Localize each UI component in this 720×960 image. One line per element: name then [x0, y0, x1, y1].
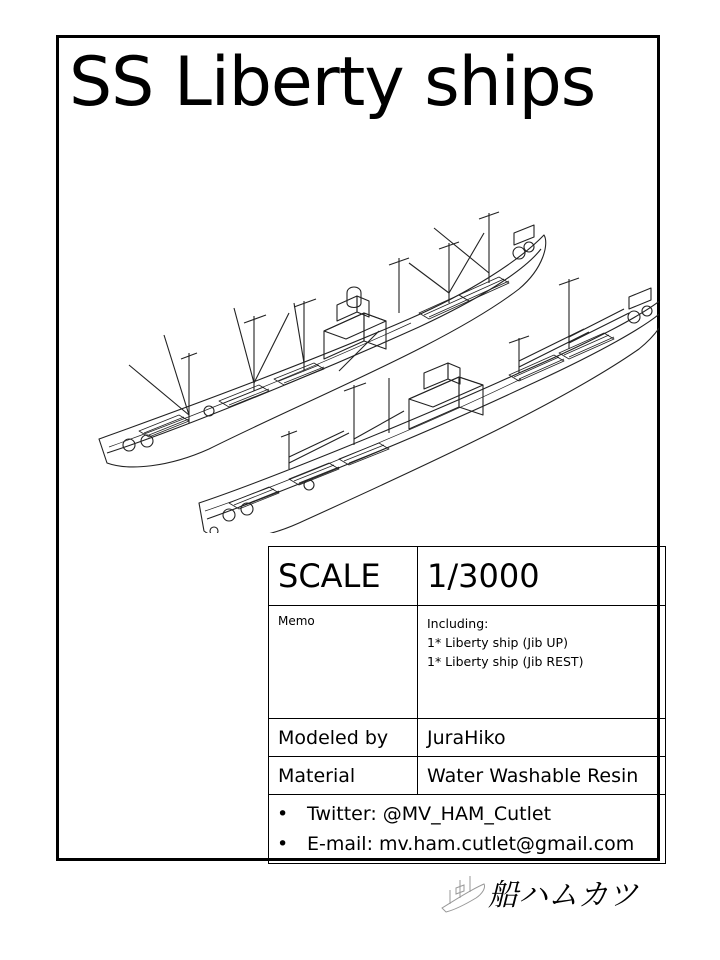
memo-line: Including:: [427, 616, 489, 631]
contact-cell: [269, 795, 666, 864]
modeled-row: [269, 719, 666, 757]
twitter-handle[interactable]: Twitter: @MV_HAM_Cutlet: [307, 803, 552, 825]
ship-jib-rest: [199, 278, 659, 533]
scale-value: 1/3000: [418, 547, 666, 606]
brand-logo: [440, 868, 670, 918]
bullet-icon: •: [277, 833, 289, 855]
modeled-value: JuraHiko: [418, 719, 666, 757]
scale-row: [269, 547, 666, 606]
modeled-label: Modeled by: [269, 719, 418, 757]
memo-value: [418, 606, 666, 719]
memo-line: 1* Liberty ship (Jib REST): [427, 654, 584, 669]
page-title: SS Liberty ships: [69, 43, 596, 122]
contact-row: [269, 795, 666, 864]
email-contact: [277, 829, 656, 859]
material-row: [269, 757, 666, 795]
brand-name: 船ハムカツ: [488, 878, 638, 913]
spec-sheet: [56, 35, 660, 861]
ship-jib-up: [99, 212, 546, 467]
ship-model-icon: [440, 868, 488, 914]
memo-row: [269, 606, 666, 719]
email-address[interactable]: E-mail: mv.ham.cutlet@gmail.com: [307, 833, 635, 855]
memo-label: Memo: [269, 606, 418, 719]
spec-table: [268, 546, 666, 864]
ship-models-illustration: [89, 153, 659, 533]
material-label: Material: [269, 757, 418, 795]
bullet-icon: •: [277, 803, 289, 825]
twitter-contact: [277, 799, 656, 829]
memo-line: 1* Liberty ship (Jib UP): [427, 635, 568, 650]
material-value: Water Washable Resin: [418, 757, 666, 795]
scale-label: SCALE: [269, 547, 418, 606]
